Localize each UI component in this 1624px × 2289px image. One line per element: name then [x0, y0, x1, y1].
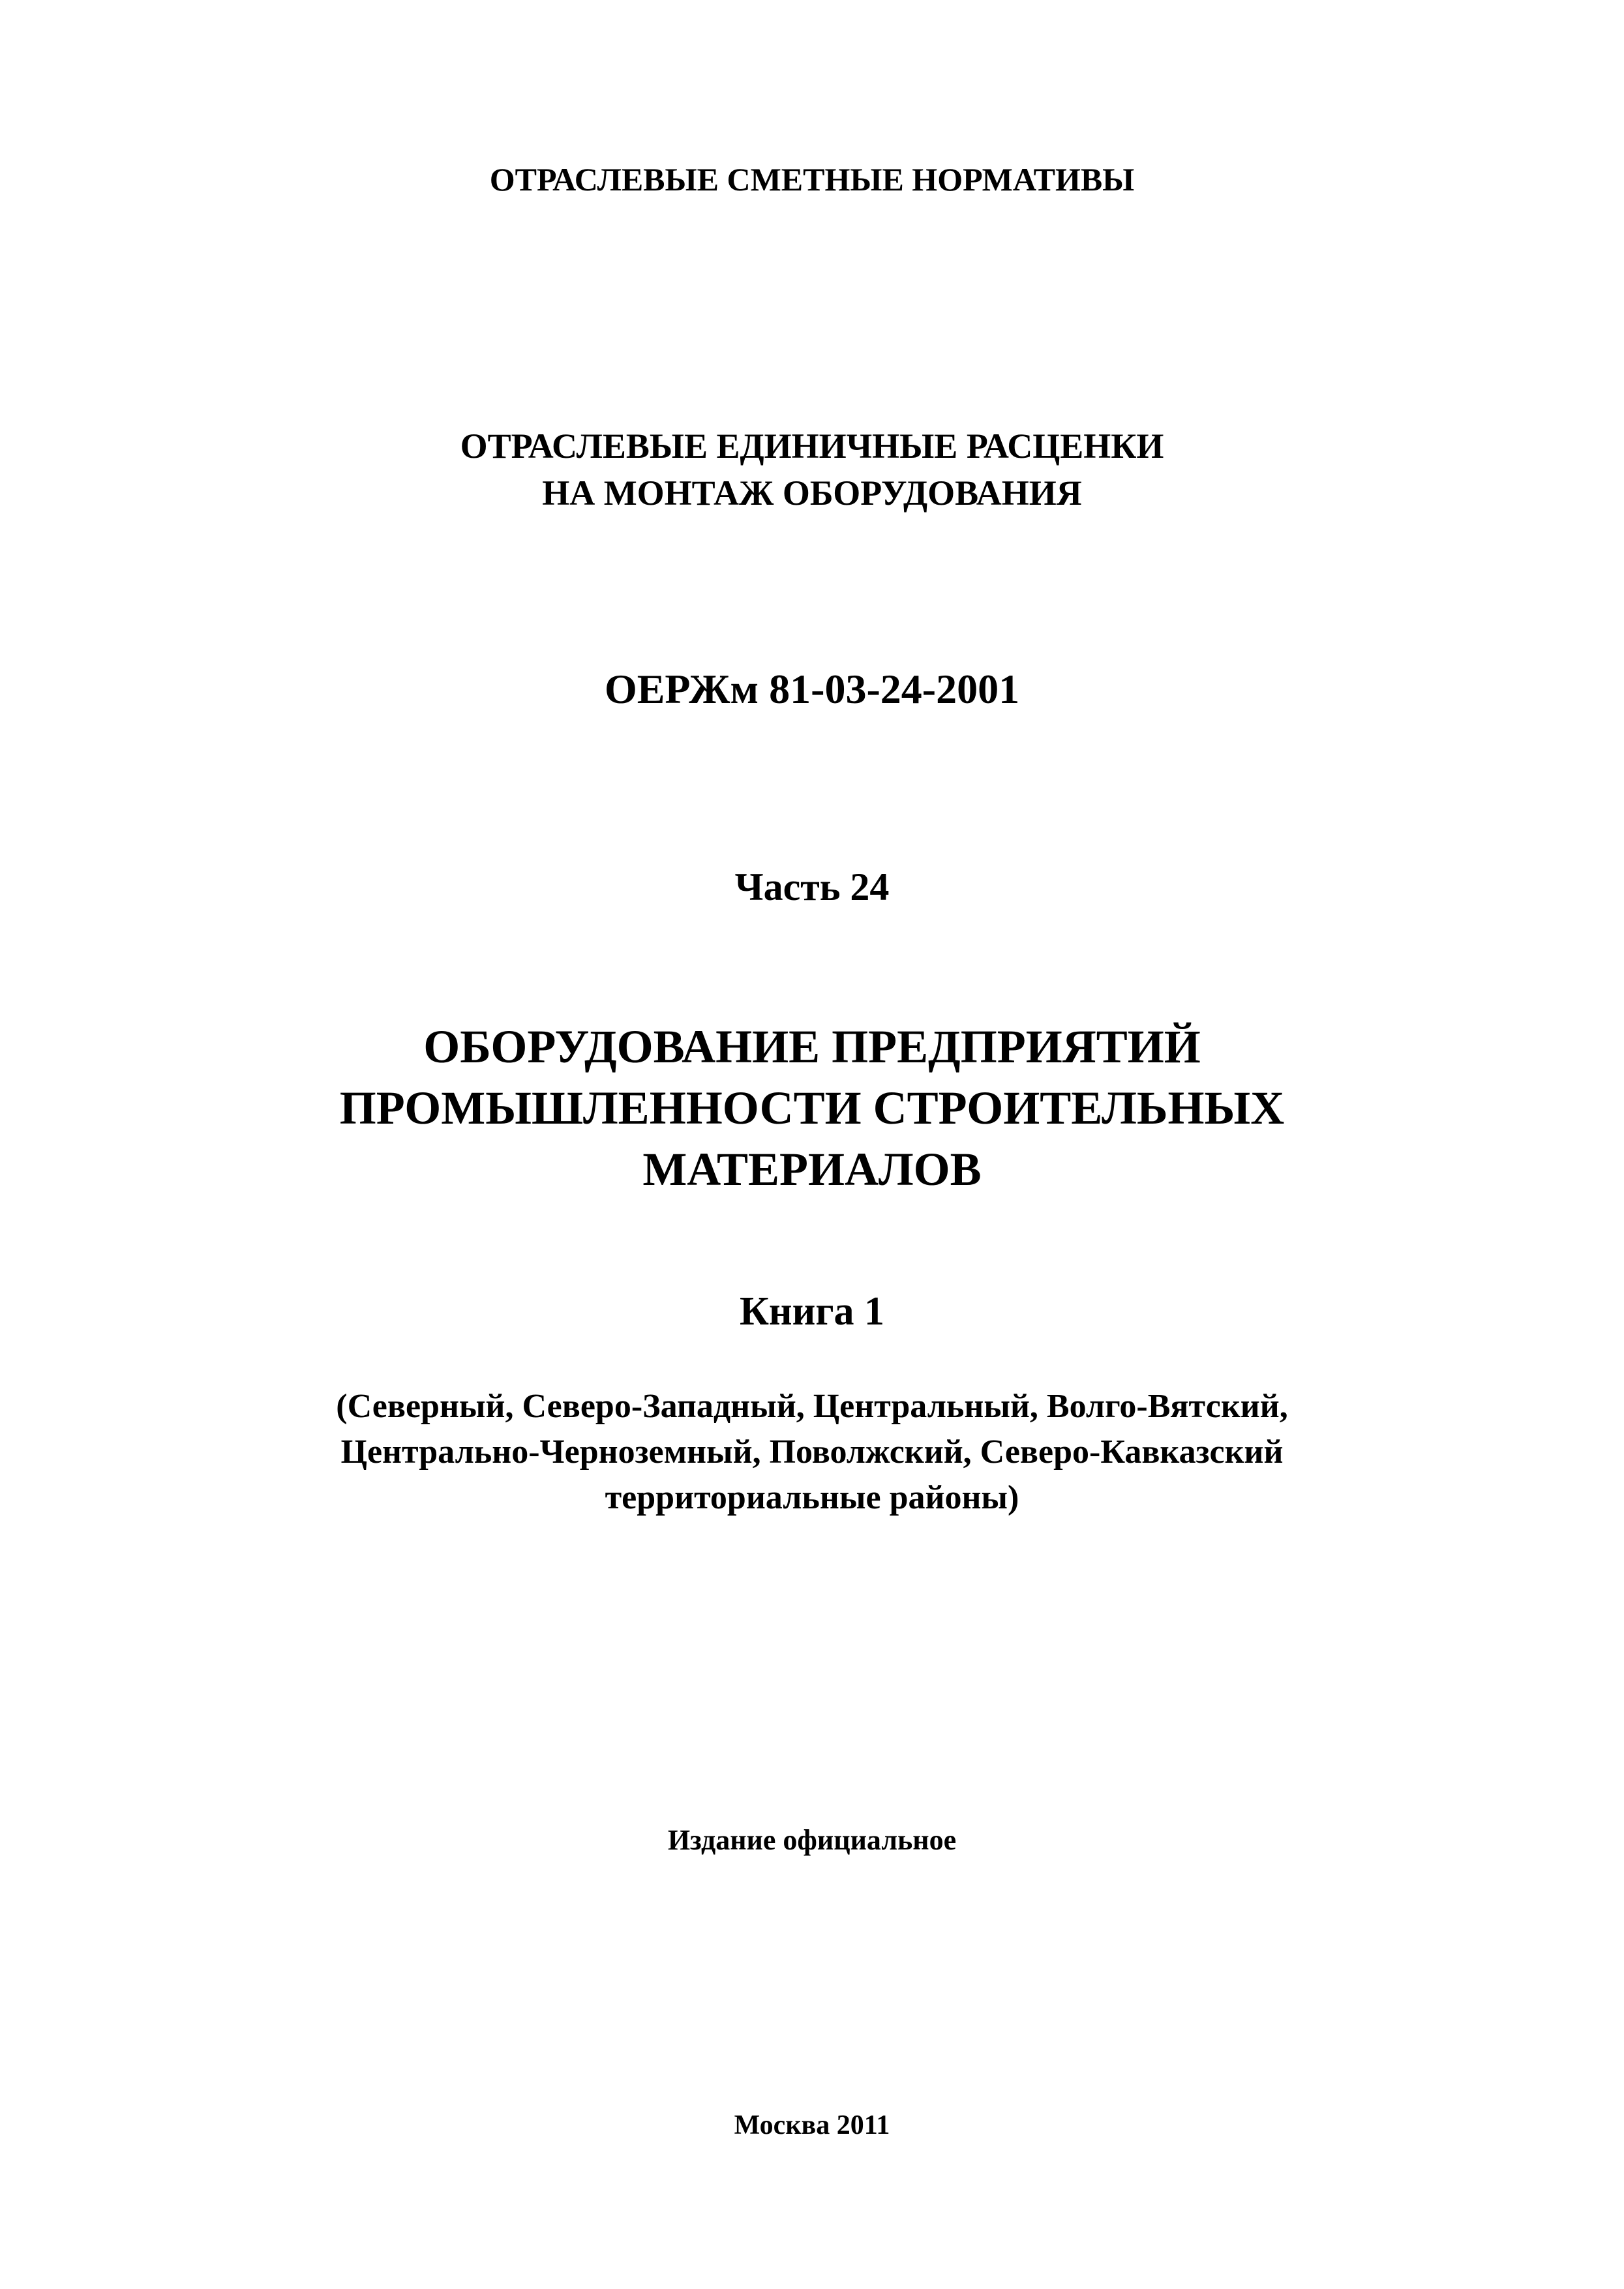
regions-note — [0, 1384, 1624, 1521]
imprint: Москва 2011 — [734, 2110, 890, 2140]
title-line-3: МАТЕРИАЛОВ — [642, 1143, 982, 1195]
document-code: ОЕРЖм 81-03-24-2001 — [604, 666, 1020, 712]
title-line-2: ПРОМЫШЛЕННОСТИ СТРОИТЕЛЬНЫХ — [339, 1082, 1285, 1134]
title-line-1: ОБОРУДОВАНИЕ ПРЕДПРИЯТИЙ — [423, 1021, 1201, 1073]
document-type — [0, 423, 1624, 516]
edition-label: Издание официальное — [667, 1824, 957, 1856]
regions-line-1: (Северный, Северо-Западный, Центральный, Волго-Вятский, — [336, 1388, 1288, 1425]
regions-line-3: территориальные районы) — [605, 1479, 1019, 1516]
regions-line-2: Центрально-Черноземный, Поволжский, Северо-Кавказский — [340, 1433, 1284, 1471]
document-title — [0, 1016, 1624, 1200]
document-type-line-2: НА МОНТАЖ ОБОРУДОВАНИЯ — [542, 473, 1082, 513]
part-number: Часть 24 — [734, 865, 890, 908]
document-type-line-1: ОТРАСЛЕВЫЕ ЕДИНИЧНЫЕ РАСЦЕНКИ — [460, 426, 1164, 466]
book-number: Книга 1 — [739, 1289, 885, 1334]
series-heading: ОТРАСЛЕВЫЕ СМЕТНЫЕ НОРМАТИВЫ — [489, 161, 1135, 198]
